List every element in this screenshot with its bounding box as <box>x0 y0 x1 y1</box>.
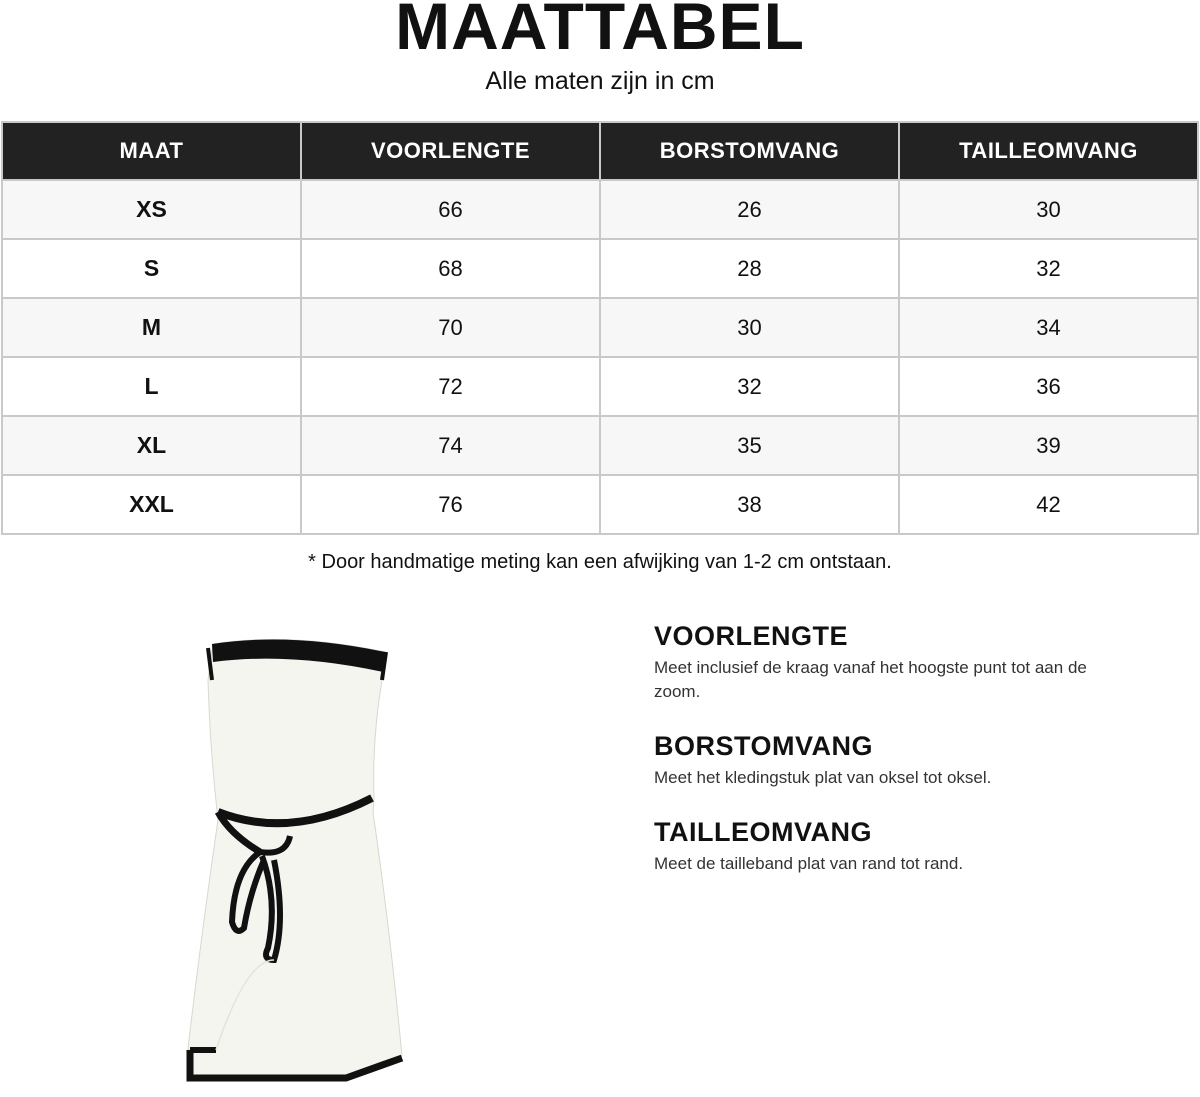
chest-cell: 35 <box>600 416 899 475</box>
size-cell: M <box>2 298 301 357</box>
definition-waist <box>654 814 1094 876</box>
measurement-definitions <box>654 618 1094 900</box>
chest-cell: 26 <box>600 180 899 239</box>
page-subtitle: Alle maten zijn in cm <box>485 67 715 95</box>
column-header-front-length: VOORLENGTE <box>301 122 600 180</box>
dress-image <box>150 630 430 1092</box>
column-header-chest: BORSTOMVANG <box>600 122 899 180</box>
definition-title: TAILLEOMVANG <box>654 817 872 847</box>
measurement-note: * Door handmatige meting kan een afwijking van 1-2 cm ontstaan. <box>308 551 892 573</box>
column-header-waist: TAILLEOMVANG <box>899 122 1198 180</box>
table-row <box>2 416 1198 475</box>
definition-chest <box>654 728 1094 790</box>
size-cell: L <box>2 357 301 416</box>
chest-cell: 38 <box>600 475 899 534</box>
size-cell: XL <box>2 416 301 475</box>
table-row <box>2 475 1198 534</box>
definition-title: VOORLENGTE <box>654 621 849 651</box>
table-row <box>2 239 1198 298</box>
size-cell: S <box>2 239 301 298</box>
definition-text: Meet de tailleband plat van rand tot rand. <box>654 854 964 873</box>
waist-cell: 30 <box>899 180 1198 239</box>
waist-cell: 32 <box>899 239 1198 298</box>
chest-cell: 32 <box>600 357 899 416</box>
size-cell: XXL <box>2 475 301 534</box>
front-length-cell: 76 <box>301 475 600 534</box>
table-row <box>2 180 1198 239</box>
waist-cell: 36 <box>899 357 1198 416</box>
definition-text: Meet inclusief de kraag vanaf het hoogste punt tot aan de zoom. <box>654 658 1087 701</box>
table-row <box>2 298 1198 357</box>
size-table <box>1 121 1199 535</box>
front-length-cell: 74 <box>301 416 600 475</box>
column-header-size: MAAT <box>2 122 301 180</box>
dress-body <box>188 640 402 1081</box>
front-length-cell: 68 <box>301 239 600 298</box>
dress-illustration <box>150 630 430 1092</box>
front-length-cell: 72 <box>301 357 600 416</box>
front-length-cell: 66 <box>301 180 600 239</box>
table-header-row <box>2 122 1198 180</box>
waist-cell: 42 <box>899 475 1198 534</box>
front-length-cell: 70 <box>301 298 600 357</box>
definition-title: BORSTOMVANG <box>654 731 874 761</box>
waist-cell: 34 <box>899 298 1198 357</box>
definition-front-length <box>654 618 1094 704</box>
size-cell: XS <box>2 180 301 239</box>
page-title: MAATTABEL <box>395 0 805 63</box>
chest-cell: 28 <box>600 239 899 298</box>
definition-text: Meet het kledingstuk plat van oksel tot oksel. <box>654 768 992 787</box>
table-row <box>2 357 1198 416</box>
waist-cell: 39 <box>899 416 1198 475</box>
chest-cell: 30 <box>600 298 899 357</box>
